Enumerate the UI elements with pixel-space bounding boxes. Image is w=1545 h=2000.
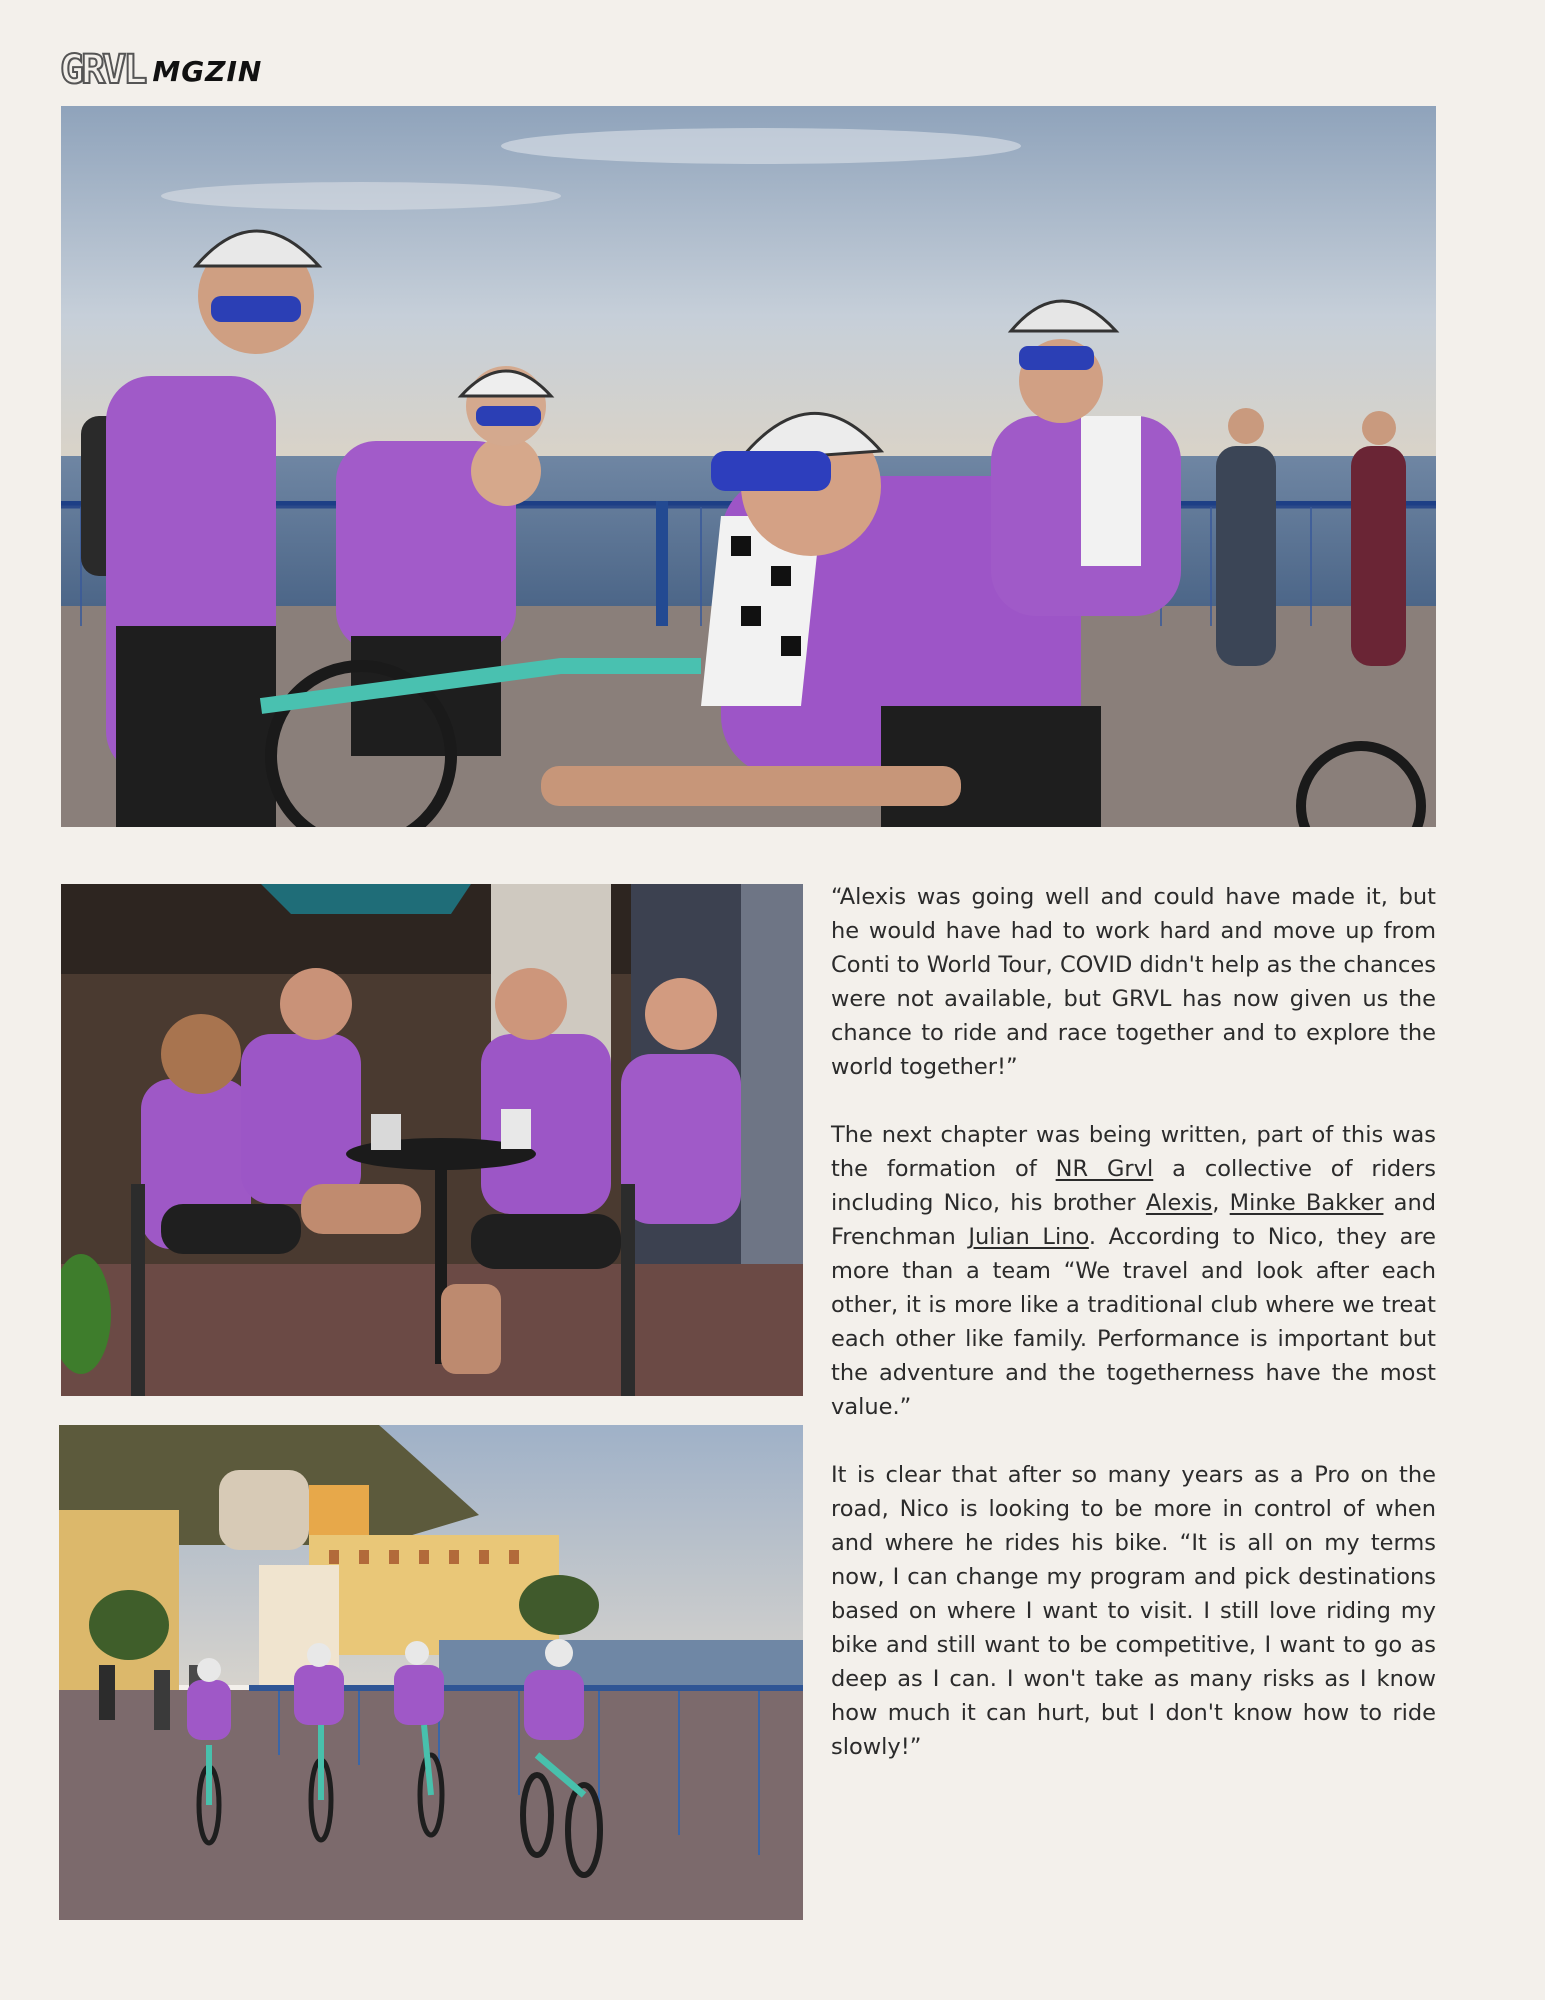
link-nr-grvl[interactable]: NR Grvl <box>1055 1156 1154 1182</box>
paragraph-text: and Frenchman <box>831 1190 1436 1250</box>
link-julian-lino[interactable]: Julian Lino <box>968 1224 1089 1250</box>
magazine-logo[interactable] <box>60 46 263 93</box>
riding-photo-illustration <box>59 1425 803 1920</box>
cafe-photo <box>61 884 803 1396</box>
article-paragraph-team <box>831 1118 1436 1424</box>
paragraph-text: a collective of riders including Nico, his brother <box>831 1156 1436 1216</box>
paragraph-text: The next chapter was being written, part of this was the formation of <box>831 1122 1436 1182</box>
article-body <box>831 880 1436 1798</box>
riding-photo <box>59 1425 803 1920</box>
article-paragraph-quote: “Alexis was going well and could have made it, but he would have had to work hard and move up from Conti to World Tour, COVID didn't help as the chances were not available, but GRVL has now given us the chance to ride and race together and to explore the world together!” <box>831 884 1436 1080</box>
hero-photo <box>61 106 1436 827</box>
link-alexis[interactable]: Alexis <box>1145 1190 1213 1216</box>
paragraph-text: , <box>1212 1190 1230 1216</box>
paragraph-text: . According to Nico, they are more than a team “We travel and look after each other, it is more like a traditional club where we treat each other like family. Performance is important but the adventure and the togetherness have the most value.” <box>831 1224 1436 1420</box>
logo-mark: GRVL <box>60 47 145 93</box>
article-paragraph-terms: It is clear that after so many years as a Pro on the road, Nico is looking to be more in control of when and where he rides his bike. “It is all on my terms now, I can change my program and pick destinations based on where I want to visit. I still love riding my bike and still want to be competitive, I want to go as deep as I can. I won't take as many risks as I know how much it can hurt, but I don't know how to ride slowly!” <box>831 1462 1436 1760</box>
link-minke-bakker[interactable]: Minke Bakker <box>1229 1190 1384 1216</box>
hero-photo-illustration <box>61 106 1436 827</box>
logo-wordmark: MGZIN <box>152 55 263 88</box>
cafe-photo-illustration <box>61 884 803 1396</box>
